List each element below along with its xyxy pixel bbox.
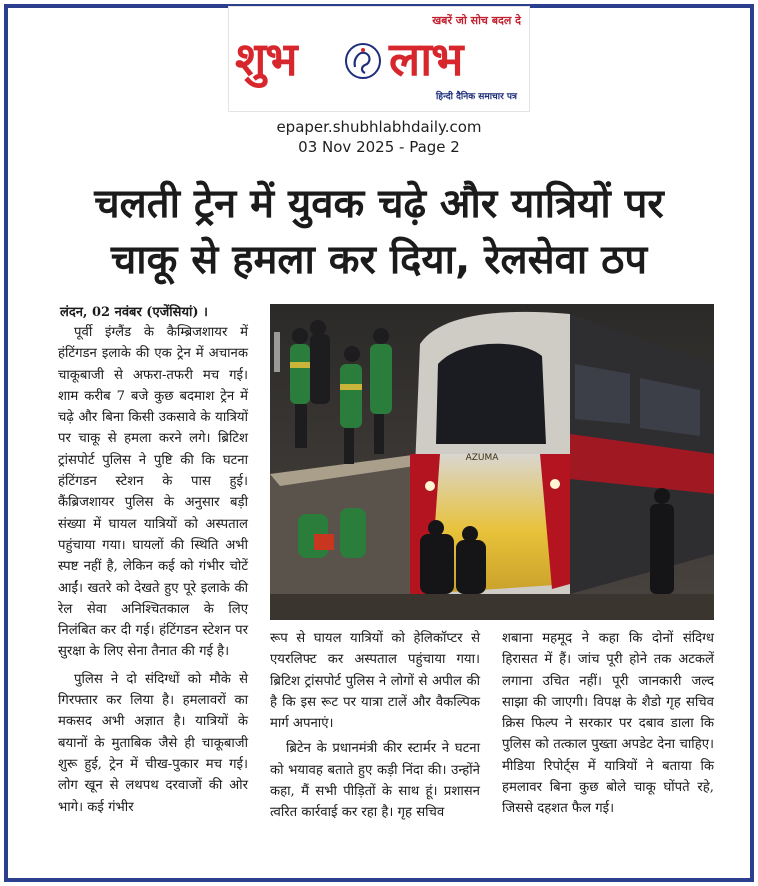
train-scene-illustration xyxy=(270,304,714,620)
epaper-date-page: 03 Nov 2025 - Page 2 xyxy=(298,138,460,156)
news-photo-train xyxy=(270,304,714,620)
article-paragraph: शबाना महमूद ने कहा कि दोनों संदिग्ध हिरासत में हैं। जांच पूरी होने तक अटकलें लगाना उचित नहीं। पूरी जानकारी जल्द साझा की जाएगी। विपक्ष के शैडो गृह सचिव क्रिस फिल्प ने सरकार पर दबाव डाला कि पुलिस को तत्काल पुख्ता अपडेट देना चाहिए। मीडिया रिपोर्ट्स में यात्रियों ने बताया कि हमलावर बिना कुछ बोले चाकू घोंपते रहे, जिससे दहशत फैल गई। xyxy=(502,631,714,817)
masthead-subtag: हिन्दी दैनिक समाचार पत्र xyxy=(435,92,517,102)
train-label: AZUMA xyxy=(465,453,499,463)
article-paragraph: पूर्वी इंग्लैंड के कैम्ब्रिजशायर में हंटिंगडन इलाके की एक ट्रेन में अचानक चाकूबाजी से अफरा-तफरी मच गई। शाम करीब 7 बजे कुछ बदमाश ट्रेन में चढ़े और बिना किसी उकसावे के यात्रियों पर चाकू से हमला करने लगे। ब्रिटिश ट्रांसपोर्ट पुलिस ने पुष्टि की कि घटना हंटिंगडन स्टेशन के पास हुई। कैंब्रिजशायर पुलिस के अनुसार बड़ी संख्या में घायल यात्रियों को अस्पताल पहुंचाया गया। घायलों की स्थिति अभी स्पष्ट नहीं है, लेकिन कई को गंभीर चोटें आईं। खतरे को देखते हुए पूरे इलाके की रेल सेवा अनिश्चितकाल के लिए निलंबित कर दी गई। हंटिंगडन स्टेशन पर सुरक्षा के लिए सेना तैनात की गई है। xyxy=(58,325,248,660)
masthead-logo-left: शुभ xyxy=(235,32,297,86)
article-paragraph: ब्रिटेन के प्रधानमंत्री कीर स्टार्मर ने घटना को भयावह बताते हुए कड़ी निंदा की। उन्होंने कहा, मैं सभी पीड़ितों के साथ हूं। प्रशासन त्वरित कार्रवाई कर रहा है। गृह सचिव xyxy=(270,741,480,821)
article-paragraph: पुलिस ने दो संदिग्धों को मौके से गिरफ्तार कर लिया है। हमलावरों का मकसद अभी अज्ञात है। यात्रियों के बयानों के मुताबिक जैसे ही चाकूबाजी शुरू हुई, ट्रेन में चीख-पुकार मच गई। लोग खून से लथपथ दरवाजों की ओर भागे। कई गंभीर xyxy=(58,671,248,815)
masthead xyxy=(228,6,530,112)
headline-line-2: चाकू से हमला कर दिया, रेलसेवा ठप xyxy=(110,237,648,283)
masthead-tagline: खबरें जो सोच बदल दे xyxy=(432,14,521,27)
article-paragraph: रूप से घायल यात्रियों को हेलिकॉप्टर से एयरलिफ्ट कर अस्पताल पहुंचाया गया। ब्रिटिश ट्रांसपोर्ट पुलिस ने लोगों से अपील की है कि इस रूट पर यात्रा टालें और वैकल्पिक मार्ग अपनाएं। xyxy=(270,631,480,732)
article-column-2 xyxy=(270,628,480,824)
article-column-1 xyxy=(58,322,248,818)
article-dateline: लंदन, 02 नवंबर (एजेंसियां) । xyxy=(60,305,208,320)
masthead-logo-right: लाभ xyxy=(389,32,463,86)
article-column-3 xyxy=(502,628,714,820)
epaper-url: epaper.shubhlabhdaily.com xyxy=(276,118,482,136)
ganesha-logo-icon xyxy=(343,41,383,81)
headline-line-1: चलती ट्रेन में युवक चढ़े और यात्रियों पर xyxy=(94,181,664,227)
